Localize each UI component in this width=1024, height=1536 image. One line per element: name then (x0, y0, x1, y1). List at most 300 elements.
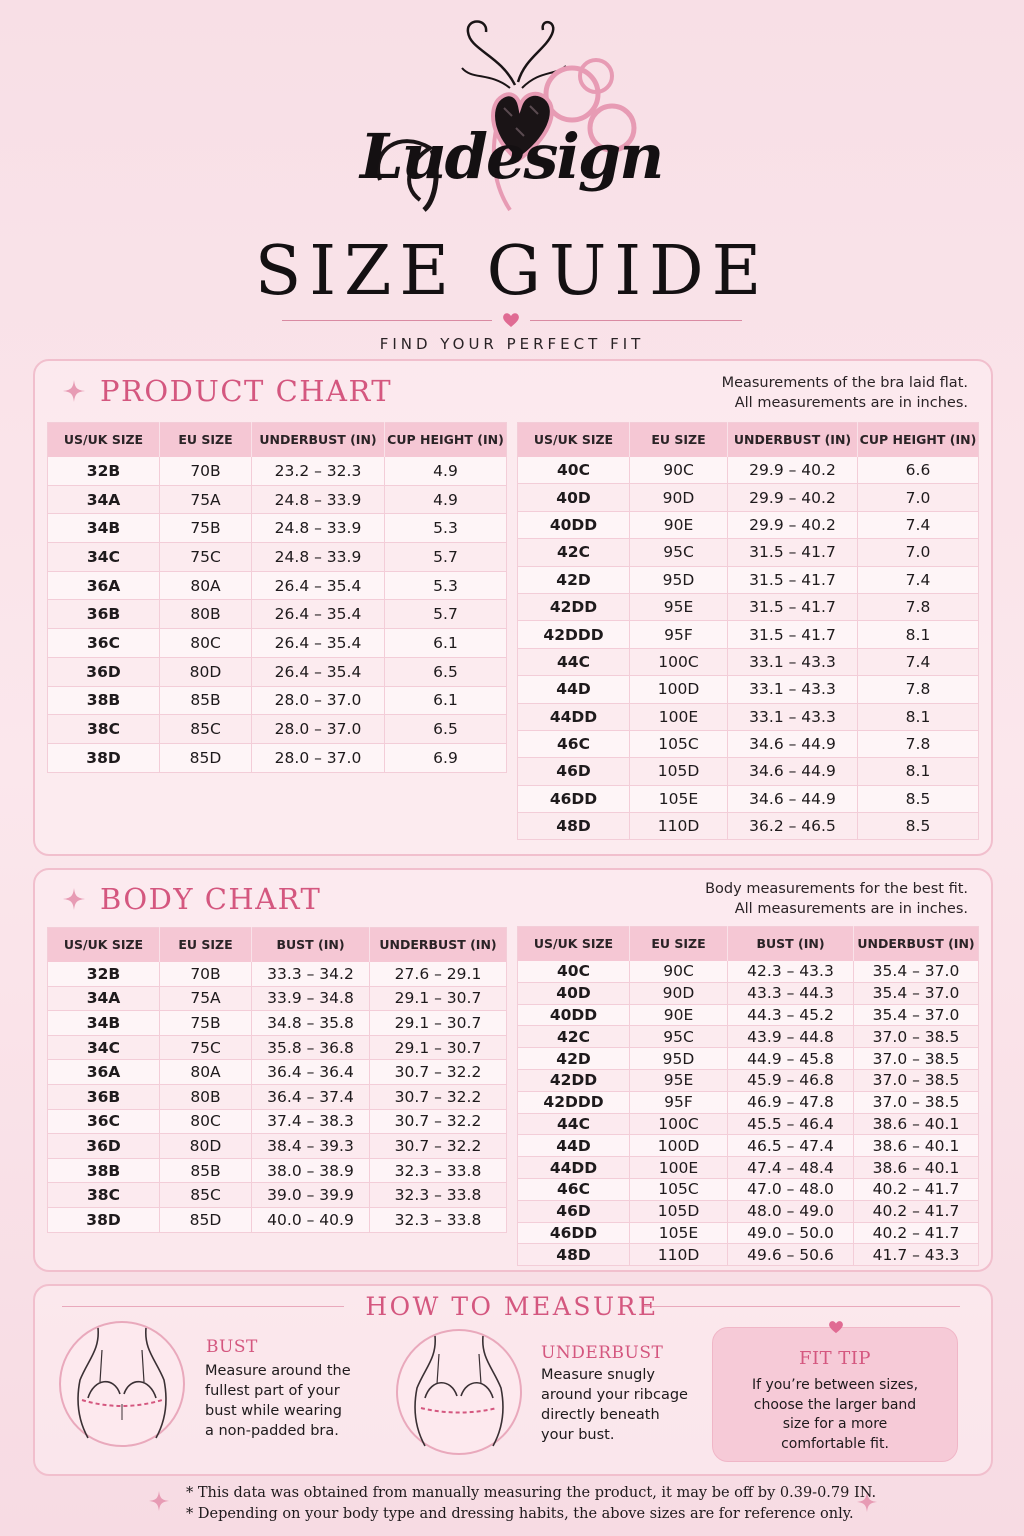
fit-tip-text (713, 1376, 957, 1454)
size-cell: 36B (48, 600, 160, 629)
value-cell: 7.0 (858, 484, 979, 511)
table-header-row (518, 423, 979, 457)
size-cell: 34B (48, 514, 160, 543)
size-cell: 32B (48, 962, 160, 987)
bust-instruction-line: a non-padded bra. (205, 1423, 339, 1439)
value-cell: 90D (630, 982, 728, 1004)
column-header: US/UK SIZE (48, 423, 160, 457)
sparkle-icon (148, 1490, 170, 1512)
table-row (518, 1004, 979, 1026)
value-cell: 31.5 – 41.7 (728, 621, 858, 648)
value-cell: 85D (160, 743, 252, 772)
table-row (48, 1109, 507, 1134)
size-cell: 36D (48, 1134, 160, 1159)
table-row (48, 743, 507, 772)
column-header: BUST (IN) (252, 928, 370, 962)
value-cell: 70B (160, 457, 252, 486)
column-header: EU SIZE (630, 927, 728, 961)
size-cell: 34A (48, 485, 160, 514)
size-cell: 44DD (518, 1157, 630, 1179)
value-cell: 40.2 – 41.7 (854, 1178, 979, 1200)
table-row (518, 484, 979, 511)
column-header: US/UK SIZE (48, 928, 160, 962)
value-cell: 26.4 – 35.4 (252, 571, 385, 600)
heart-icon (828, 1320, 844, 1334)
value-cell: 47.0 – 48.0 (728, 1178, 854, 1200)
sparkle-icon (62, 887, 86, 911)
value-cell: 95D (630, 566, 728, 593)
underbust-instruction-line: around your ribcage (541, 1387, 688, 1403)
table-row (48, 514, 507, 543)
value-cell: 6.5 (385, 715, 507, 744)
size-cell: 42DDD (518, 1091, 630, 1113)
value-cell: 43.3 – 44.3 (728, 982, 854, 1004)
table-row (518, 1135, 979, 1157)
value-cell: 80B (160, 600, 252, 629)
value-cell: 35.4 – 37.0 (854, 1004, 979, 1026)
value-cell: 6.1 (385, 629, 507, 658)
table-row (48, 686, 507, 715)
value-cell: 26.4 – 35.4 (252, 657, 385, 686)
value-cell: 105D (630, 1200, 728, 1222)
size-cell: 38B (48, 686, 160, 715)
value-cell: 85B (160, 686, 252, 715)
table-row (48, 629, 507, 658)
table-row (48, 715, 507, 744)
size-cell: 34C (48, 543, 160, 572)
table-row (48, 543, 507, 572)
value-cell: 32.3 – 33.8 (370, 1183, 507, 1208)
value-cell: 34.6 – 44.9 (728, 758, 858, 785)
value-cell: 7.4 (858, 511, 979, 538)
size-cell: 42DD (518, 1069, 630, 1091)
value-cell: 85D (160, 1207, 252, 1232)
value-cell: 75B (160, 1011, 252, 1036)
table-row (48, 571, 507, 600)
size-cell: 44D (518, 676, 630, 703)
table-row (518, 730, 979, 757)
value-cell: 90C (630, 457, 728, 484)
fit-tip-line: If you’re between sizes, (751, 1377, 919, 1393)
column-header: EU SIZE (160, 423, 252, 457)
value-cell: 5.3 (385, 514, 507, 543)
size-cell: 44D (518, 1135, 630, 1157)
value-cell: 6.5 (385, 657, 507, 686)
value-cell: 90D (630, 484, 728, 511)
size-cell: 36C (48, 1109, 160, 1134)
value-cell: 100C (630, 648, 728, 675)
value-cell: 30.7 – 32.2 (370, 1084, 507, 1109)
size-cell: 38D (48, 743, 160, 772)
value-cell: 100D (630, 1135, 728, 1157)
value-cell: 95C (630, 539, 728, 566)
value-cell: 95E (630, 593, 728, 620)
size-cell: 32B (48, 457, 160, 486)
value-cell: 75A (160, 485, 252, 514)
value-cell: 30.7 – 32.2 (370, 1109, 507, 1134)
value-cell: 7.0 (858, 539, 979, 566)
value-cell: 23.2 – 32.3 (252, 457, 385, 486)
value-cell: 31.5 – 41.7 (728, 593, 858, 620)
value-cell: 5.3 (385, 571, 507, 600)
brand-wordmark: Ludesign (360, 120, 663, 193)
value-cell: 28.0 – 37.0 (252, 715, 385, 744)
fit-tip-line: comfortable fit. (781, 1435, 889, 1452)
value-cell: 38.6 – 40.1 (854, 1113, 979, 1135)
underbust-instructions (541, 1365, 688, 1445)
value-cell: 8.1 (858, 621, 979, 648)
value-cell: 100E (630, 1157, 728, 1179)
table-row (48, 1158, 507, 1183)
underbust-instruction-line: your bust. (541, 1427, 615, 1443)
value-cell: 33.3 – 34.2 (252, 962, 370, 987)
fit-tip-line: choose the larger band (753, 1396, 917, 1413)
value-cell: 24.8 – 33.9 (252, 543, 385, 572)
title-divider-right (530, 320, 742, 321)
size-cell: 40DD (518, 1004, 630, 1026)
value-cell: 90C (630, 961, 728, 983)
table-row (48, 1060, 507, 1085)
how-to-measure-title: HOW TO MEASURE (365, 1292, 659, 1321)
column-header: UNDERBUST (IN) (854, 927, 979, 961)
value-cell: 49.6 – 50.6 (728, 1244, 854, 1266)
value-cell: 8.1 (858, 758, 979, 785)
table-row (518, 703, 979, 730)
table-row (518, 1178, 979, 1200)
body-chart-note-line: Body measurements for the best fit. (705, 881, 968, 897)
column-header: US/UK SIZE (518, 927, 630, 961)
table-row (518, 1048, 979, 1070)
heart-icon (502, 312, 520, 328)
value-cell: 7.8 (858, 593, 979, 620)
value-cell: 33.1 – 43.3 (728, 703, 858, 730)
table-row (518, 1091, 979, 1113)
value-cell: 34.8 – 35.8 (252, 1011, 370, 1036)
value-cell: 70B (160, 962, 252, 987)
body-chart-table-left (47, 927, 507, 1233)
table-row (48, 1035, 507, 1060)
value-cell: 33.9 – 34.8 (252, 986, 370, 1011)
table-row (518, 457, 979, 484)
column-header: US/UK SIZE (518, 423, 630, 457)
value-cell: 80A (160, 1060, 252, 1085)
value-cell: 7.4 (858, 648, 979, 675)
size-cell: 48D (518, 1244, 630, 1266)
value-cell: 26.4 – 35.4 (252, 600, 385, 629)
size-cell: 44DD (518, 703, 630, 730)
table-row (518, 593, 979, 620)
value-cell: 100C (630, 1113, 728, 1135)
value-cell: 28.0 – 37.0 (252, 743, 385, 772)
table-row (518, 982, 979, 1004)
value-cell: 100E (630, 703, 728, 730)
value-cell: 37.0 – 38.5 (854, 1048, 979, 1070)
size-cell: 42D (518, 566, 630, 593)
product-chart-note (722, 373, 968, 413)
size-cell: 36C (48, 629, 160, 658)
body-chart-table-right (517, 926, 979, 1266)
value-cell: 75A (160, 986, 252, 1011)
value-cell: 5.7 (385, 600, 507, 629)
bust-instruction-line: bust while wearing (205, 1403, 342, 1419)
value-cell: 30.7 – 32.2 (370, 1060, 507, 1085)
value-cell: 8.5 (858, 785, 979, 812)
column-header: CUP HEIGHT (IN) (858, 423, 979, 457)
value-cell: 38.6 – 40.1 (854, 1157, 979, 1179)
underbust-instruction-line: directly beneath (541, 1407, 660, 1423)
value-cell: 40.0 – 40.9 (252, 1207, 370, 1232)
size-cell: 36B (48, 1084, 160, 1109)
value-cell: 31.5 – 41.7 (728, 539, 858, 566)
column-header: CUP HEIGHT (IN) (385, 423, 507, 457)
table-header-row (48, 928, 507, 962)
table-row (518, 1069, 979, 1091)
value-cell: 45.5 – 46.4 (728, 1113, 854, 1135)
value-cell: 37.0 – 38.5 (854, 1026, 979, 1048)
value-cell: 29.1 – 30.7 (370, 1011, 507, 1036)
table-header-row (48, 423, 507, 457)
value-cell: 85C (160, 715, 252, 744)
value-cell: 37.0 – 38.5 (854, 1069, 979, 1091)
size-cell: 46C (518, 1178, 630, 1200)
size-cell: 34B (48, 1011, 160, 1036)
fit-tip-line: size for a more (782, 1416, 888, 1432)
value-cell: 80B (160, 1084, 252, 1109)
value-cell: 24.8 – 33.9 (252, 485, 385, 514)
size-cell: 42C (518, 539, 630, 566)
size-cell: 40C (518, 961, 630, 983)
value-cell: 80C (160, 629, 252, 658)
value-cell: 110D (630, 1244, 728, 1266)
title-divider-left (282, 320, 492, 321)
value-cell: 26.4 – 35.4 (252, 629, 385, 658)
value-cell: 85B (160, 1158, 252, 1183)
column-header: BUST (IN) (728, 927, 854, 961)
value-cell: 80D (160, 657, 252, 686)
value-cell: 7.8 (858, 676, 979, 703)
value-cell: 7.8 (858, 730, 979, 757)
product-chart-heading (62, 374, 392, 408)
value-cell: 80A (160, 571, 252, 600)
underbust-heading: UNDERBUST (541, 1343, 664, 1363)
value-cell: 34.6 – 44.9 (728, 730, 858, 757)
value-cell: 35.4 – 37.0 (854, 982, 979, 1004)
value-cell: 36.4 – 37.4 (252, 1084, 370, 1109)
size-cell: 46DD (518, 785, 630, 812)
value-cell: 44.3 – 45.2 (728, 1004, 854, 1026)
body-chart-heading (62, 882, 321, 916)
value-cell: 34.6 – 44.9 (728, 785, 858, 812)
table-row (518, 1200, 979, 1222)
value-cell: 29.1 – 30.7 (370, 1035, 507, 1060)
value-cell: 29.1 – 30.7 (370, 986, 507, 1011)
table-row (518, 648, 979, 675)
value-cell: 90E (630, 511, 728, 538)
value-cell: 95C (630, 1026, 728, 1048)
size-cell: 42D (518, 1048, 630, 1070)
value-cell: 46.5 – 47.4 (728, 1135, 854, 1157)
bust-instruction-line: Measure around the (205, 1363, 351, 1379)
size-cell: 40D (518, 484, 630, 511)
value-cell: 32.3 – 33.8 (370, 1207, 507, 1232)
size-cell: 42DDD (518, 621, 630, 648)
table-row (48, 657, 507, 686)
value-cell: 40.2 – 41.7 (854, 1200, 979, 1222)
table-row (48, 986, 507, 1011)
value-cell: 37.4 – 38.3 (252, 1109, 370, 1134)
value-cell: 29.9 – 40.2 (728, 511, 858, 538)
table-row (518, 566, 979, 593)
value-cell: 4.9 (385, 457, 507, 486)
size-cell: 46DD (518, 1222, 630, 1244)
body-chart-note (705, 879, 968, 919)
value-cell: 105C (630, 730, 728, 757)
value-cell: 36.4 – 36.4 (252, 1060, 370, 1085)
value-cell: 80D (160, 1134, 252, 1159)
value-cell: 37.0 – 38.5 (854, 1091, 979, 1113)
page-subtitle: FIND YOUR PERFECT FIT (379, 335, 645, 353)
value-cell: 43.9 – 44.8 (728, 1026, 854, 1048)
product-chart-title: PRODUCT CHART (100, 374, 393, 408)
product-chart-table-left (47, 422, 507, 773)
table-row (518, 1244, 979, 1266)
value-cell: 38.4 – 39.3 (252, 1134, 370, 1159)
size-cell: 38D (48, 1207, 160, 1232)
underbust-instruction-line: Measure snugly (541, 1367, 655, 1383)
fit-tip-card (712, 1327, 958, 1462)
size-cell: 38C (48, 715, 160, 744)
table-row (48, 962, 507, 987)
value-cell: 75C (160, 1035, 252, 1060)
size-cell: 46C (518, 730, 630, 757)
value-cell: 7.4 (858, 566, 979, 593)
table-row (518, 785, 979, 812)
size-cell: 34A (48, 986, 160, 1011)
value-cell: 29.9 – 40.2 (728, 457, 858, 484)
table-row (518, 813, 979, 840)
value-cell: 35.4 – 37.0 (854, 961, 979, 983)
size-cell: 48D (518, 813, 630, 840)
value-cell: 105E (630, 785, 728, 812)
value-cell: 38.0 – 38.9 (252, 1158, 370, 1183)
table-row (518, 1113, 979, 1135)
table-row (48, 1183, 507, 1208)
value-cell: 33.1 – 43.3 (728, 648, 858, 675)
value-cell: 47.4 – 48.4 (728, 1157, 854, 1179)
value-cell: 90E (630, 1004, 728, 1026)
size-cell: 42C (518, 1026, 630, 1048)
value-cell: 95F (630, 621, 728, 648)
value-cell: 27.6 – 29.1 (370, 962, 507, 987)
value-cell: 75B (160, 514, 252, 543)
value-cell: 8.5 (858, 813, 979, 840)
table-row (518, 621, 979, 648)
value-cell: 38.6 – 40.1 (854, 1135, 979, 1157)
table-row (518, 1026, 979, 1048)
size-cell: 40DD (518, 511, 630, 538)
table-row (48, 1207, 507, 1232)
value-cell: 110D (630, 813, 728, 840)
column-header: EU SIZE (630, 423, 728, 457)
value-cell: 48.0 – 49.0 (728, 1200, 854, 1222)
footnote: * This data was obtained from manually measuring the product, it may be off by 0.39-0.79 IN. (186, 1485, 877, 1501)
value-cell: 42.3 – 43.3 (728, 961, 854, 983)
value-cell: 75C (160, 543, 252, 572)
table-row (518, 676, 979, 703)
value-cell: 6.6 (858, 457, 979, 484)
value-cell: 28.0 – 37.0 (252, 686, 385, 715)
size-cell: 46D (518, 758, 630, 785)
table-row (48, 1084, 507, 1109)
bust-heading: BUST (206, 1337, 258, 1357)
size-cell: 34C (48, 1035, 160, 1060)
table-row (518, 511, 979, 538)
table-row (48, 457, 507, 486)
value-cell: 46.9 – 47.8 (728, 1091, 854, 1113)
table-row (48, 1011, 507, 1036)
table-header-row (518, 927, 979, 961)
table-row (48, 1134, 507, 1159)
sparkle-icon (62, 379, 86, 403)
value-cell: 40.2 – 41.7 (854, 1222, 979, 1244)
size-cell: 40C (518, 457, 630, 484)
value-cell: 5.7 (385, 543, 507, 572)
value-cell: 33.1 – 43.3 (728, 676, 858, 703)
value-cell: 80C (160, 1109, 252, 1134)
fit-tip-heading: FIT TIP (798, 1348, 872, 1369)
value-cell: 95D (630, 1048, 728, 1070)
value-cell: 30.7 – 32.2 (370, 1134, 507, 1159)
table-row (518, 961, 979, 983)
size-cell: 38B (48, 1158, 160, 1183)
bust-figure-icon (58, 1320, 186, 1448)
footnote: * Depending on your body type and dressing habits, the above sizes are for reference only. (186, 1506, 854, 1522)
product-chart-note-line: Measurements of the bra laid flat. (721, 375, 968, 391)
size-cell: 46D (518, 1200, 630, 1222)
value-cell: 105C (630, 1178, 728, 1200)
size-cell: 36A (48, 1060, 160, 1085)
value-cell: 39.0 – 39.9 (252, 1183, 370, 1208)
body-chart-note-line: All measurements are in inches. (734, 901, 968, 917)
size-cell: 44C (518, 1113, 630, 1135)
value-cell: 95F (630, 1091, 728, 1113)
value-cell: 29.9 – 40.2 (728, 484, 858, 511)
underbust-figure-icon (395, 1328, 523, 1456)
value-cell: 49.0 – 50.0 (728, 1222, 854, 1244)
table-row (518, 1157, 979, 1179)
value-cell: 41.7 – 43.3 (854, 1244, 979, 1266)
size-cell: 40D (518, 982, 630, 1004)
value-cell: 95E (630, 1069, 728, 1091)
value-cell: 85C (160, 1183, 252, 1208)
value-cell: 44.9 – 45.8 (728, 1048, 854, 1070)
value-cell: 36.2 – 46.5 (728, 813, 858, 840)
bust-instructions (205, 1361, 351, 1441)
value-cell: 31.5 – 41.7 (728, 566, 858, 593)
value-cell: 105D (630, 758, 728, 785)
column-header: UNDERBUST (IN) (252, 423, 385, 457)
value-cell: 6.1 (385, 686, 507, 715)
size-cell: 38C (48, 1183, 160, 1208)
table-row (518, 539, 979, 566)
table-row (48, 600, 507, 629)
size-cell: 42DD (518, 593, 630, 620)
product-chart-table-right (517, 422, 979, 840)
column-header: UNDERBUST (IN) (370, 928, 507, 962)
value-cell: 4.9 (385, 485, 507, 514)
table-row (518, 758, 979, 785)
value-cell: 45.9 – 46.8 (728, 1069, 854, 1091)
